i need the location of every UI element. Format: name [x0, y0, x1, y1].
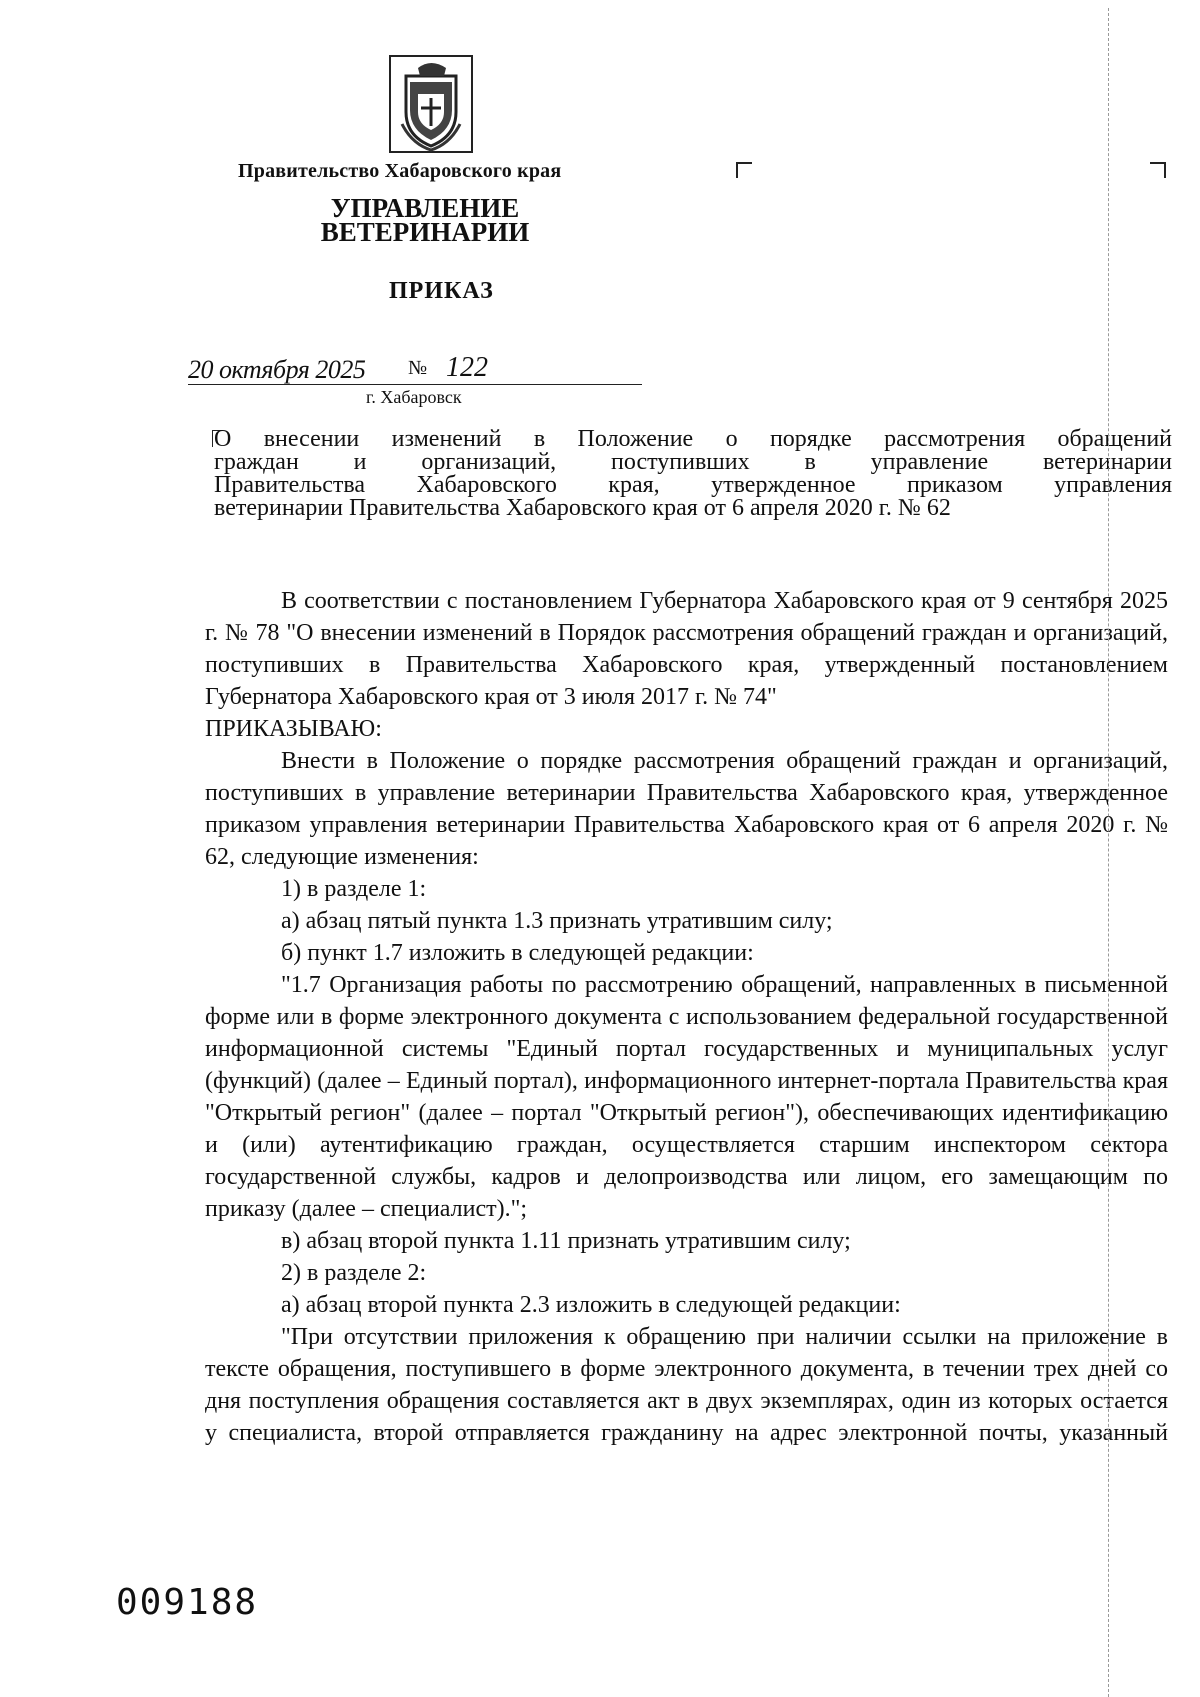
quoted-paragraph: "При отсутствии приложения к обращению при наличии ссылки на приложение в тексте обращения, поступившего в форме электронного документа, в течении трех дней со дня поступления обращения составляется акт в двух экземплярах, один из которых остается у специалиста, второй отправляется гражданину на адрес электронной почты, указанный	[205, 1324, 1168, 1446]
document-body	[205, 585, 1168, 1449]
handwritten-date: 20 октября 2025	[188, 355, 366, 384]
department-name	[310, 193, 540, 247]
subject-heading	[214, 428, 1172, 520]
date-underline	[188, 384, 642, 385]
list-item: 2) в разделе 2:	[281, 1260, 427, 1286]
city: г. Хабаровск	[366, 387, 462, 407]
corner-mark-left	[736, 162, 752, 178]
order-word: ПРИКАЗЫВАЮ:	[205, 716, 382, 742]
stamp-number: 009188	[116, 1582, 259, 1623]
list-item: 1) в разделе 1:	[281, 876, 427, 902]
list-item: б) пункт 1.7 изложить в следующей редакции:	[281, 940, 754, 966]
subject-line: граждан и организаций, поступивших в управление ветеринарии	[214, 449, 1172, 475]
subject-line: ветеринарии Правительства Хабаровского края от 6 апреля 2020 г. № 62	[214, 495, 951, 521]
doc-type-title: ПРИКАЗ	[389, 278, 494, 304]
scan-fold-line	[1108, 8, 1109, 1697]
number-sign: №	[408, 357, 428, 379]
list-item: в) абзац второй пункта 1.11 признать утратившим силу;	[281, 1228, 851, 1254]
quoted-paragraph: "1.7 Организация работы по рассмотрению обращений, направленных в письменной форме или в форме электронного документа с использованием федеральной государственной информационной системы "Единый портал государственных и муниципальных услуг (функций) (далее – Единый портал), информационного интернет-портала Правительства края "Открытый регион" (далее – портал "Открытый регион"), обеспечивающих идентификацию и (или) аутентификацию граждан, осуществляется старшим инспектором сектора государственной службы, кадров и делопроизводства или лицом, его замещающим по приказу (далее – специалист).";	[205, 972, 1168, 1222]
department-name-line1: УПРАВЛЕНИЕ	[330, 193, 520, 223]
intro-paragraph: Внести в Положение о порядке рассмотрения обращений граждан и организаций, поступивших в управление ветеринарии Правительства Хабаровского края, утвержденное приказом управления ветеринарии Правительства Хабаровского края от 6 апреля 2020 г. № 62, следующие изменения:	[205, 748, 1168, 870]
handwritten-number: 122	[446, 352, 488, 383]
department-name-line2: ВЕТЕРИНАРИИ	[320, 217, 530, 247]
government-name: Правительство Хабаровского края	[238, 160, 562, 182]
list-item: а) абзац второй пункта 2.3 изложить в следующей редакции:	[281, 1292, 901, 1318]
list-item: а) абзац пятый пункта 1.3 признать утратившим силу;	[281, 908, 833, 934]
preamble: В соответствии с постановлением Губернатора Хабаровского края от 9 сентября 2025 г. № 78 "О внесении изменений в Порядок рассмотрения обращений граждан и организаций, поступивших в Правительства Хабаровского края, утвержденный постановлением Губернатора Хабаровского края от 3 июля 2017 г. № 74"	[205, 588, 1168, 710]
subject-line: Правительства Хабаровского края, утвержденное приказом управления	[214, 472, 1172, 498]
corner-mark-right	[1150, 162, 1166, 178]
subject-line: О внесении изменений в Положение о порядке рассмотрения обращений	[214, 426, 1172, 452]
coat-of-arms-emblem	[388, 54, 474, 154]
